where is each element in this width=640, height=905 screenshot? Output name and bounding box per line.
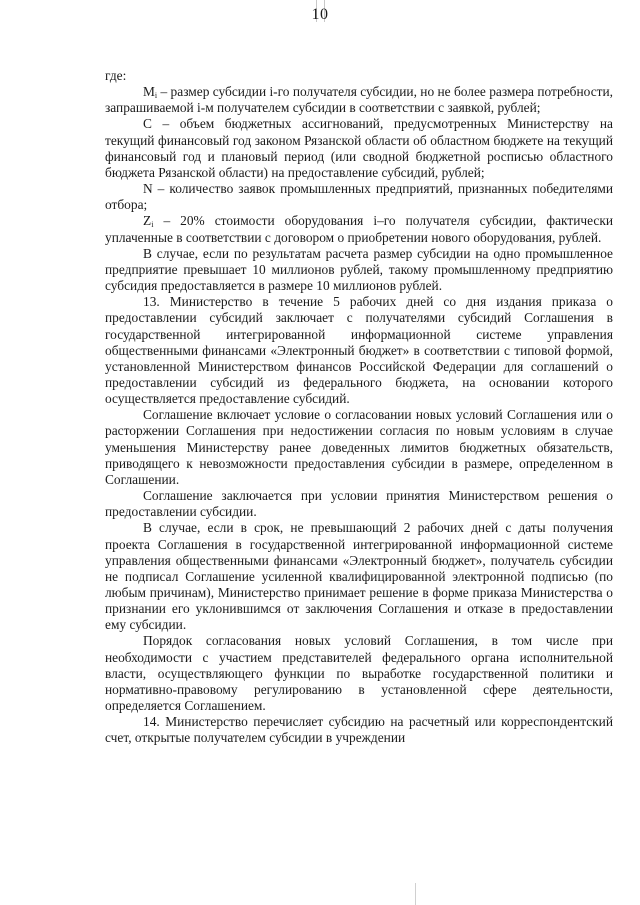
paragraph-text: 14. Министерство перечисляет субсидию на расчетный или корреспондентский счет, открытые получателем субсидии в учреждении <box>105 714 613 746</box>
variable-subscript: i <box>151 220 154 230</box>
paragraph-clause-14 <box>105 714 613 746</box>
paragraph-agreement-conditions <box>105 407 613 488</box>
paragraph-signing-deadline <box>105 520 613 633</box>
paragraph-n-definition <box>105 181 613 213</box>
paragraph-clause-13 <box>105 294 613 407</box>
document-body <box>105 68 613 747</box>
paragraph-subsidy-cap <box>105 246 613 294</box>
paragraph-zi-definition <box>105 213 613 245</box>
paragraph-text: Порядок согласования новых условий Соглашения, в том числе при необходимости с участием представителей федерального органа исполнительной власти, осуществляющего функции по выработке государственной политики и нормативно-правовому регулированию в установленной сфере деятельности, определяется Соглашением. <box>105 633 613 714</box>
paragraph-mi-definition <box>105 84 613 116</box>
variable-subscript: i <box>154 91 158 101</box>
paragraph-text: Соглашение включает условие о согласовании новых условий Соглашения или о расторжении Соглашения при недостижении согласия по новым условиям в случае уменьшения Министерству ранее доведенных лимитов бюджетных обязательств, приводящего к невозможности предоставления субсидии в размере, определенном в Соглашении. <box>105 407 613 487</box>
paragraph-text: – размер субсидии i-го получателя субсидии, но не более размера потребности, запрашиваемой i-м получателем субсидии в соответствии с заявкой, рублей; <box>105 84 613 116</box>
paragraph-where <box>105 68 613 84</box>
paragraph-text: С – объем бюджетных ассигнований, предусмотренных Министерству на текущий финансовый год законом Рязанской области об областном бюджете на текущий финансовый год и плановый период (или сводной бюджетной росписью областного бюджета Рязанской области) на предоставление субсидий, рублей; <box>105 116 613 180</box>
paragraph-procedure <box>105 633 613 714</box>
paragraph-text: N – количество заявок промышленных предприятий, признанных победителями отбора; <box>105 181 613 213</box>
paragraph-agreement-decision <box>105 488 613 520</box>
paragraph-text: 13. Министерство в течение 5 рабочих дней со дня издания приказа о предоставлении субсидий заключает с получателями субсидий Соглашения в государственной интегрированной информационной системе управления общественными финансами «Электронный бюджет» в соответствии с типовой формой, установленной Министерством финансов Российской Федерации для соглашений о предоставлении субсидий из федерального бюджета, на основании которого осуществляется предоставление субсидий. <box>105 294 613 407</box>
variable-symbol: M <box>143 84 155 100</box>
page-number: 10 <box>311 6 329 23</box>
paragraph-c-definition <box>105 116 613 181</box>
paragraph-text: – 20% стоимости оборудования i–го получателя субсидии, фактически уплаченные в соответствии с договором о приобретении нового оборудования, рублей. <box>105 213 613 245</box>
paragraph-text: Соглашение заключается при условии принятия Министерством решения о предоставлении субсидии. <box>105 488 613 520</box>
paragraph-text: В случае, если по результатам расчета размер субсидии на одно промышленное предприятие превышает 10 миллионов рублей, такому промышленному предприятию субсидия предоставляется в размере 10 миллионов рублей. <box>105 245 613 294</box>
paragraph-text: где: <box>105 68 127 83</box>
scan-mark <box>415 883 416 905</box>
paragraph-text: В случае, если в срок, не превышающий 2 рабочих дней с даты получения проекта Соглашения в государственной интегрированной информационной системе управления общественными финансами «Электронный бюджет», получатель субсидии не подписал Соглашение усиленной квалифицированной электронной подписью (по любым причинам), Министерство принимает решение в форме приказа Министерства о признании его уклонившимся от заключения Соглашения и отказе в предоставлении ему субсидии. <box>105 520 613 633</box>
variable-symbol: Z <box>143 213 152 229</box>
